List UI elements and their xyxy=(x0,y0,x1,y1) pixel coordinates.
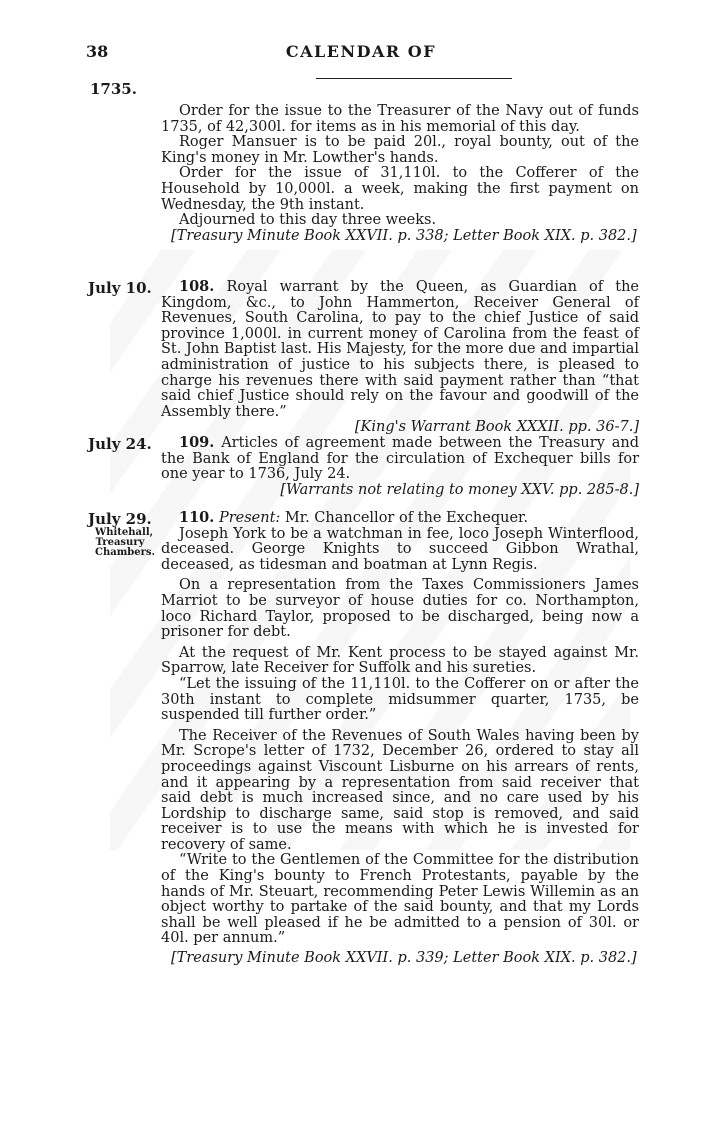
source-reference: [King's Warrant Book XXXII. pp. 36-7.] xyxy=(354,419,639,436)
entry-number: 109. xyxy=(179,434,215,451)
paragraph: At the request of Mr. Kent process to be stayed against Mr. Sparrow, late Receiver for Suffolk and his sureties. xyxy=(161,644,639,677)
paragraph: The Receiver of the Revenues of South Wales having been by Mr. Scrope's letter of 1732, December 26, ordered to stay all proceedings against Viscount Lisburne on his arrears of rents, and it appearing by a representation from said receiver that said debt is much increased since, and no care used by his Lordship to discharge same, said stop is removed, and said receiver is to use the means with which he is invested for recovery of same. xyxy=(161,727,639,853)
margin-date-entry-109: July 24. xyxy=(88,435,152,453)
entry-number: 110. xyxy=(179,509,215,526)
paragraph: Order for the issue to the Treasurer of the Navy out of funds 1735, of 42,300l. for items as in his memorial of this day. xyxy=(161,103,639,135)
paragraph: Order for the issue of 31,110l. to the Cofferer of the Household by 10,000l. a week, making the first payment on Wednesday, the 9th instant. xyxy=(161,165,639,213)
margin-date-entry-110: July 29. xyxy=(88,510,152,528)
running-head: CALENDAR OF xyxy=(285,42,437,61)
entry-number: 108. xyxy=(179,278,215,295)
entry-text: Articles of agreement made between the Treasury and the Bank of England for the circulation of Exchequer bills for one year to 1736, July 24. xyxy=(161,435,639,483)
entry-108 xyxy=(161,279,639,436)
entry-109 xyxy=(161,435,639,498)
entry-paragraph xyxy=(161,510,639,527)
margin-place-line: Chambers. xyxy=(95,547,156,558)
paragraph: “Let the issuing of the 11,110l. to the Cofferer on or after the 30th instant to complete midsummer quarter, 1735, be suspended till further order.” xyxy=(161,675,639,724)
paragraph: On a representation from the Taxes Commissioners James Marriot to be surveyor of house duties for co. Northampton, loco Richard Taylor, proposed to be discharged, being now a prisoner for debt. xyxy=(161,577,639,641)
paragraph: “Write to the Gentlemen of the Committee for the distribution of the King's bounty to French Protestants, payable by the hands of Mr. Steuart, recommending Peter Lewis Willemin as an object worthy to partake of the said bounty, and that my Lords shall be well pleased if he be admitted to a pension of 30l. or 40l. per annum.” xyxy=(161,852,639,947)
margin-place xyxy=(95,527,156,558)
header-rule xyxy=(316,78,512,79)
present-label: Present: xyxy=(218,510,281,526)
entry-110 xyxy=(161,510,639,967)
entry-paragraph xyxy=(161,435,639,483)
entry-continuation xyxy=(161,104,639,244)
paragraph: Adjourned to this day three weeks. xyxy=(179,212,437,229)
margin-place-line: Treasury xyxy=(95,537,145,548)
margin-date-entry-108: July 10. xyxy=(88,279,152,297)
margin-place-line: Whitehall, xyxy=(95,527,154,538)
source-reference: [Warrants not relating to money XXV. pp. 285-8.] xyxy=(280,481,639,498)
present-text: Mr. Chancellor of the Exchequer. xyxy=(284,510,528,526)
entry-text: Royal warrant by the Queen, as Guardian of the Kingdom, &c., to John Hammerton, Receiver General of Revenues, South Carolina, to pay to the chief Justice of said province 1,000l. in current money of Carolina from the feast of St. John Baptist last. His Majesty, for the more due and impartial administration of justice to his subjects there, is pleased to charge his revenues there with said payment rather than “that said chief Justice should rely on the favour and goodwill of the Assembly there.” xyxy=(161,279,640,420)
source-reference: [Treasury Minute Book XXVII. p. 338; Letter Book XIX. p. 382.] xyxy=(171,227,637,244)
margin-year: 1735. xyxy=(90,80,137,98)
page-number: 38 xyxy=(86,42,109,61)
paragraph: Joseph York to be a watchman in fee, loco Joseph Winterflood, deceased. George Knights to succeed Gibbon Wrathal, deceased, as tidesman and boatman at Lynn Regis. xyxy=(161,525,639,573)
paragraph: Roger Mansuer is to be paid 20l., royal bounty, out of the King's money in Mr. Lowther's hands. xyxy=(161,134,639,166)
entry-paragraph xyxy=(161,279,639,420)
source-reference: [Treasury Minute Book XXVII. p. 339; Letter Book XIX. p. 382.] xyxy=(171,950,637,967)
